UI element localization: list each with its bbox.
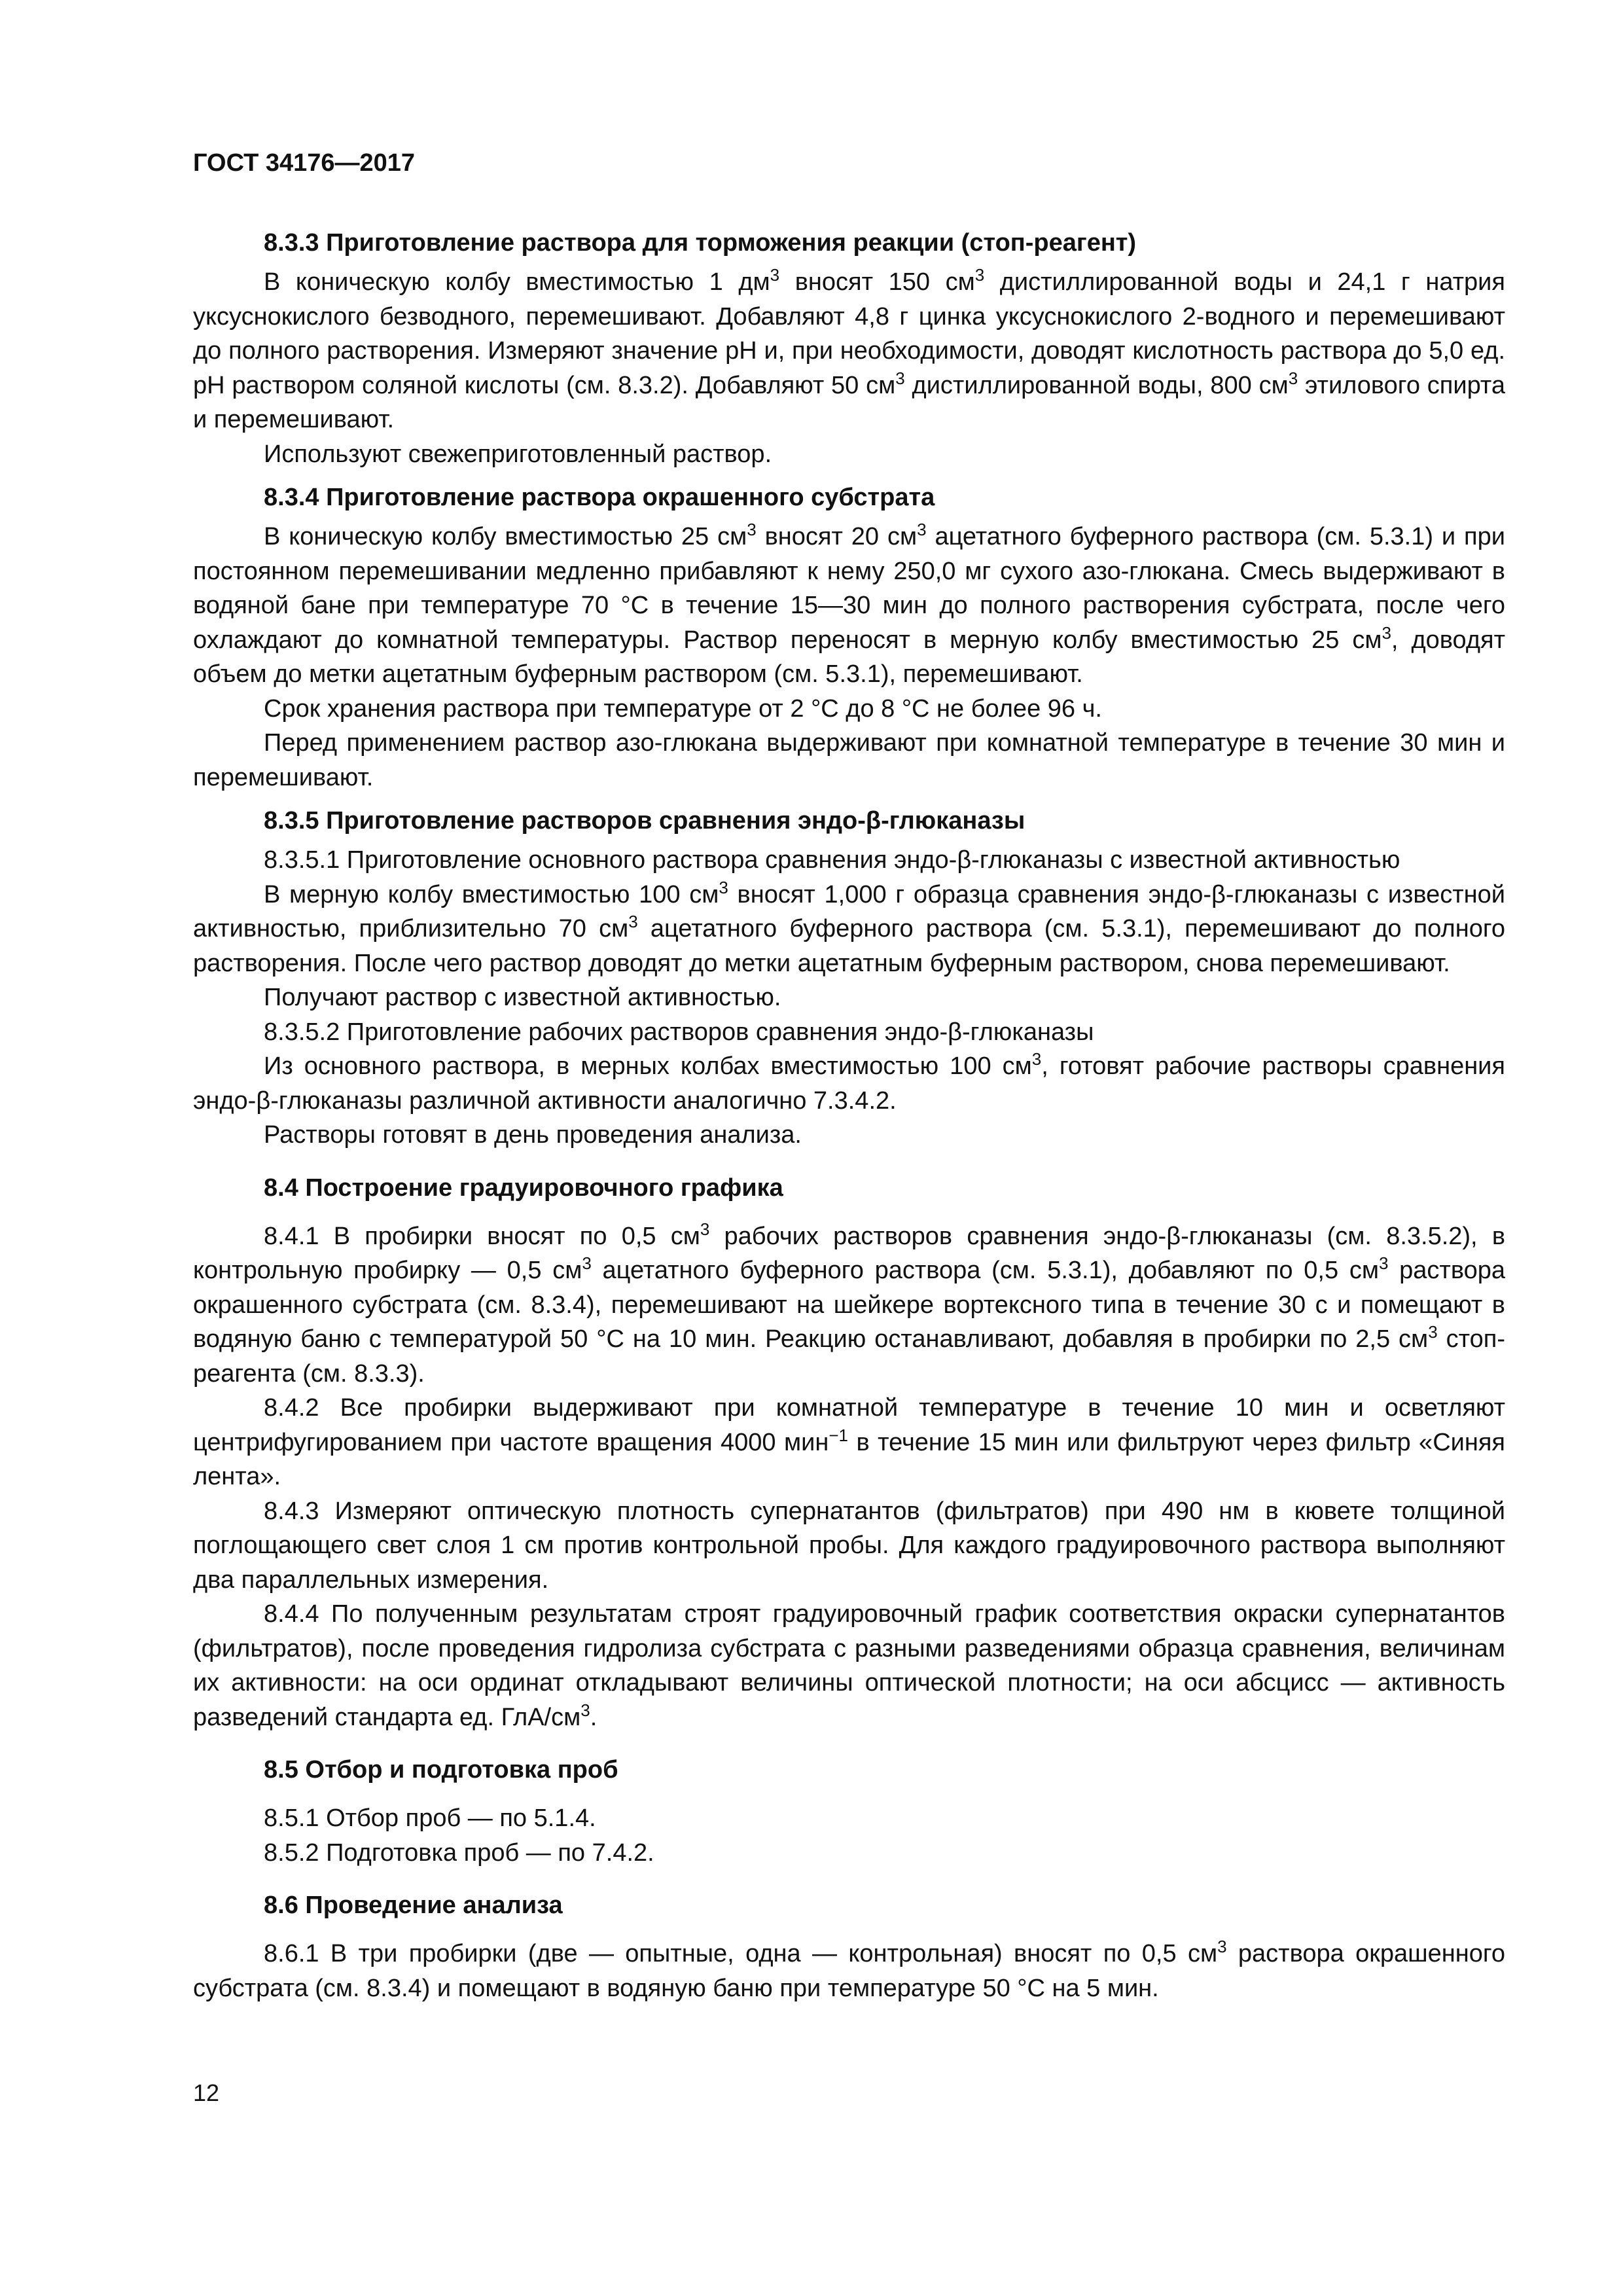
section-title-8-5: 8.5 Отбор и подготовка проб	[264, 1756, 618, 1784]
superscript: 3	[719, 877, 728, 897]
paragraph: 8.6.1 В три пробирки (две — опытные, одна — контрольная) вносят по 0,5 $см^3$ раствора окрашенного субстрата (см. 8.3.4) и помещают в водяную баню при температуре 50 °С на 5 мин.	[193, 1937, 1505, 2002]
paragraph: 8.3.5.1 Приготовление основного раствора сравнения эндо-β-глюканазы с известной активностью	[264, 846, 1400, 874]
section-title-8-4: 8.4 Построение градуировочного графика	[264, 1174, 783, 1202]
superscript: 3	[700, 1219, 710, 1239]
superscript: 3	[1217, 1937, 1227, 1956]
superscript: 3	[917, 520, 927, 539]
paragraph: В мерную колбу вместимостью 100 $см^3$ вносят 1,000 г образца сравнения эндо-β-глюканазы с известной активностью, приблизительно 70 $см^3$ ацетатного буферного раствора (см. 5.3.1), перемешивают до полного растворения. После чего раствор доводят до метки ацетатным буферным раствором, снова перемешивают.	[193, 877, 1505, 977]
superscript: −1	[829, 1425, 849, 1445]
superscript: 3	[1382, 622, 1391, 643]
superscript: 3	[580, 1700, 590, 1720]
standard-header: ГОСТ 34176—2017	[193, 149, 416, 177]
superscript: 3	[582, 1253, 592, 1273]
paragraph: Получают раствор с известной активностью.	[264, 984, 781, 1011]
paragraph: 8.4.1 В пробирки вносят по 0,5 $см^3$ рабочих растворов сравнения эндо-β-глюканазы (см. 8.3.5.2), в контрольную пробирку — 0,5 $см^3$ ацетатного буферного раствора (см. 5.3.1), добавляют по 0,5 $см^3$ раствора окрашенного субстрата (см. 8.3.4), перемешивают на шейкере вортексного типа в течение 30 с и помещают в водяную баню с температурой 50 °С на 10 мин. Реакцию останавливают, добавляя в пробирки по 2,5 $см^3$ стоп-реагента (см. 8.3.3).	[193, 1219, 1506, 1388]
superscript: 3	[628, 912, 638, 931]
document-page	[193, 147, 1505, 2005]
paragraph: 8.5.1 Отбор проб — по 5.1.4.	[264, 1804, 596, 1832]
superscript: 3	[1288, 368, 1298, 388]
superscript: 3	[974, 265, 985, 285]
paragraph: Растворы готовят в день проведения анализа.	[264, 1121, 802, 1149]
section-title-8-3-5: 8.3.5 Приготовление растворов сравнения эндо-β-глюканазы	[264, 807, 1026, 834]
superscript: 3	[770, 265, 780, 285]
section-title-8-3-4: 8.3.4 Приготовление раствора окрашенного субстрата	[264, 484, 935, 511]
paragraph: Срок хранения раствора при температуре от 2 °С до 8 °С не более 96 ч.	[264, 694, 1102, 723]
page-number: 12	[193, 2079, 220, 2106]
paragraph: В коническую колбу вместимостью 1 $дм^3$ вносят 150 $см^3$ дистиллированной воды и 24,1 г натрия уксуснокислого безводного, перемешивают. Добавляют 4,8 г цинка уксуснокислого 2-водного и перемешивают до полного растворения. Измеряют значение pH и, при необходимости, доводят кислотность раствора до 5,0 ед. pH раствором соляной кислоты (см. 8.3.2). Добавляют 50 $см^3$ дистиллированной воды, 800 $см^3$ этилового спирта и перемешивают.	[193, 265, 1505, 433]
paragraph: 8.4.3 Измеряют оптическую плотность супернатантов (фильтратов) при 490 нм в кювете толщиной поглощающего свет слоя 1 см против контрольной пробы. Для каждого градуировочного раствора выполняют два параллельных измерения.	[193, 1497, 1505, 1594]
superscript: 3	[1428, 1322, 1438, 1342]
superscript: 3	[747, 520, 757, 539]
superscript: 3	[1031, 1049, 1042, 1069]
paragraph: Из основного раствора, в мерных колбах вместимостью 100 $см^3$, готовят рабочие растворы сравнения эндо-β-глюканазы различной активности аналогично 7.3.4.2.	[193, 1049, 1505, 1115]
section-title-8-6: 8.6 Проведение анализа	[264, 1892, 563, 1919]
superscript: 3	[1378, 1253, 1389, 1273]
superscript: 3	[895, 368, 905, 388]
section-title-8-3-3: 8.3.3 Приготовление раствора для торможения реакции (стоп-реагент)	[264, 229, 1137, 257]
paragraph: Используют свежеприготовленный раствор.	[264, 440, 772, 468]
paragraph: 8.4.4 По полученным результатам строят градуировочный график соответствия окраски супернатантов (фильтратов), после проведения гидролиза субстрата с разными разведениями образца сравнения, величинам их активности: на оси ординат откладывают величины оптической плотности; на оси абсцисс — активность разведений стандарта ед. ГлА/$см^3$.	[193, 1600, 1505, 1731]
paragraph: Перед применением раствор азо-глюкана выдерживают при комнатной температуре в течение 30 мин и перемешивают.	[193, 729, 1505, 791]
paragraph: В коническую колбу вместимостью 25 $см^3$ вносят 20 $см^3$ ацетатного буферного раствора (см. 5.3.1) и при постоянном перемешивании медленно прибавляют к нему 250,0 мг сухого азо-глюкана. Смесь выдерживают в водяной бане при температуре 70 °С в течение 15—30 мин до полного растворения субстрата, после чего охлаждают до комнатной температуры. Раствор переносят в мерную колбу вместимостью 25 $см^3$, доводят объем до метки ацетатным буферным раствором (см. 5.3.1), перемешивают.	[193, 520, 1505, 688]
paragraph: 8.4.2 Все пробирки выдерживают при комнатной температуре в течение 10 мин и осветляют центрифугированием при частоте вращения 4000 мин$^{-1}$ в течение 15 мин или фильтруют через фильтр «Синяя лента».	[193, 1394, 1505, 1490]
paragraph: 8.3.5.2 Приготовление рабочих растворов сравнения эндо-β-глюканазы	[264, 1018, 1094, 1046]
paragraph: 8.5.2 Подготовка проб — по 7.4.2.	[264, 1839, 654, 1867]
